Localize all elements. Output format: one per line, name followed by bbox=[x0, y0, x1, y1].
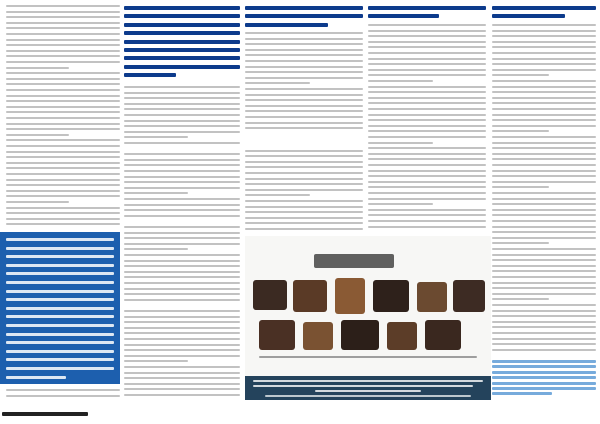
text-line bbox=[124, 394, 240, 396]
text-line bbox=[124, 377, 240, 379]
text-line bbox=[368, 226, 486, 228]
text-line bbox=[368, 170, 486, 172]
text-line bbox=[492, 125, 596, 127]
text-line bbox=[245, 116, 363, 118]
pull-quote-line bbox=[6, 324, 114, 327]
text-line bbox=[124, 187, 240, 189]
text-line bbox=[368, 136, 486, 138]
text-line bbox=[124, 192, 188, 194]
text-line bbox=[6, 55, 120, 57]
text-line bbox=[124, 366, 240, 368]
text-line bbox=[6, 195, 120, 197]
heading-line bbox=[492, 6, 596, 10]
text-line bbox=[124, 248, 188, 250]
text-line bbox=[368, 198, 486, 200]
text-line bbox=[6, 389, 120, 391]
ad-product-image bbox=[373, 280, 409, 312]
text-line bbox=[124, 260, 240, 262]
pull-quote-line bbox=[6, 376, 66, 379]
text-line bbox=[6, 179, 120, 181]
text-line bbox=[124, 131, 240, 133]
pull-quote-line bbox=[6, 315, 114, 318]
text-line bbox=[6, 156, 120, 158]
text-line bbox=[492, 220, 596, 222]
pull-quote-line bbox=[6, 358, 114, 361]
text-line bbox=[124, 204, 240, 206]
text-line bbox=[368, 80, 433, 82]
text-line bbox=[124, 215, 240, 217]
text-line bbox=[368, 86, 486, 88]
text-line bbox=[245, 77, 363, 79]
ad-product-image bbox=[387, 322, 417, 350]
ad-product-image bbox=[335, 278, 365, 314]
text-line bbox=[245, 194, 310, 196]
text-line bbox=[492, 175, 596, 177]
text-line bbox=[124, 383, 240, 385]
text-line bbox=[245, 228, 363, 230]
text-line bbox=[6, 61, 120, 63]
text-line bbox=[6, 50, 120, 52]
text-line bbox=[492, 63, 596, 65]
text-line bbox=[492, 119, 596, 121]
text-line bbox=[492, 153, 596, 155]
text-line bbox=[124, 226, 240, 228]
column-2 bbox=[124, 4, 240, 400]
text-line bbox=[368, 203, 433, 205]
heading-line bbox=[124, 48, 240, 52]
pull-quote-line bbox=[6, 290, 114, 293]
text-line bbox=[245, 161, 363, 163]
text-line bbox=[124, 176, 240, 178]
heading-line bbox=[245, 6, 363, 10]
text-line bbox=[492, 147, 596, 149]
text-line bbox=[492, 242, 549, 244]
text-line bbox=[6, 167, 120, 169]
ad-product-image bbox=[259, 320, 295, 350]
text-line bbox=[124, 321, 240, 323]
text-line bbox=[245, 71, 363, 73]
text-line bbox=[492, 35, 596, 37]
text-line bbox=[124, 92, 240, 94]
text-line bbox=[124, 170, 240, 172]
text-line bbox=[492, 108, 596, 110]
text-line bbox=[492, 209, 596, 211]
text-line bbox=[492, 231, 596, 233]
text-line bbox=[492, 52, 596, 54]
text-line bbox=[245, 54, 363, 56]
text-line bbox=[245, 82, 310, 84]
pull-quote-line bbox=[6, 264, 114, 267]
author-bio-line bbox=[492, 365, 596, 368]
text-line bbox=[492, 181, 596, 183]
ad-product-image bbox=[453, 280, 485, 312]
text-line bbox=[124, 120, 240, 122]
text-line bbox=[124, 243, 240, 245]
text-line bbox=[492, 265, 596, 267]
text-line bbox=[368, 119, 486, 121]
text-line bbox=[368, 220, 486, 222]
text-line bbox=[245, 66, 363, 68]
text-line bbox=[124, 338, 240, 340]
text-line bbox=[492, 315, 596, 317]
text-line bbox=[492, 158, 596, 160]
text-line bbox=[368, 46, 486, 48]
text-line bbox=[6, 162, 120, 164]
text-line bbox=[492, 326, 596, 328]
heading-line bbox=[124, 6, 240, 10]
text-line bbox=[492, 102, 596, 104]
pull-quote-line bbox=[6, 350, 114, 353]
text-line bbox=[368, 214, 486, 216]
text-line bbox=[492, 30, 596, 32]
page-footer bbox=[0, 405, 600, 424]
text-line bbox=[124, 344, 240, 346]
text-line bbox=[368, 147, 486, 149]
text-line bbox=[245, 172, 363, 174]
text-line bbox=[6, 123, 120, 125]
text-line bbox=[6, 89, 120, 91]
text-line bbox=[6, 151, 120, 153]
text-line bbox=[6, 95, 120, 97]
text-line bbox=[368, 142, 433, 144]
author-bio bbox=[492, 358, 596, 398]
text-line bbox=[492, 24, 596, 26]
text-line bbox=[492, 136, 596, 138]
text-line bbox=[124, 293, 240, 295]
text-line bbox=[124, 232, 240, 234]
ad-product-image bbox=[341, 320, 379, 350]
text-line bbox=[6, 218, 120, 220]
text-line bbox=[492, 332, 596, 334]
text-line bbox=[6, 117, 120, 119]
text-line bbox=[492, 192, 596, 194]
text-line bbox=[245, 32, 363, 34]
text-line bbox=[124, 349, 240, 351]
text-line bbox=[492, 248, 596, 250]
text-line bbox=[124, 265, 240, 267]
text-line bbox=[492, 203, 596, 205]
text-line bbox=[492, 276, 596, 278]
text-line bbox=[245, 166, 363, 168]
text-line bbox=[6, 207, 120, 209]
text-line bbox=[6, 67, 69, 69]
heading-line bbox=[492, 14, 565, 18]
text-line bbox=[245, 88, 363, 90]
text-line bbox=[6, 16, 120, 18]
heading-line bbox=[124, 56, 240, 60]
text-line bbox=[245, 206, 363, 208]
text-line bbox=[6, 72, 120, 74]
text-line bbox=[492, 74, 549, 76]
column-1 bbox=[6, 4, 120, 230]
text-line bbox=[368, 164, 486, 166]
text-line bbox=[6, 184, 120, 186]
text-line bbox=[6, 5, 120, 7]
text-line bbox=[492, 343, 596, 345]
ad-footer-band bbox=[245, 376, 491, 400]
text-line bbox=[245, 122, 363, 124]
text-line bbox=[6, 33, 120, 35]
text-line bbox=[368, 181, 486, 183]
text-line bbox=[245, 99, 363, 101]
text-line bbox=[6, 128, 120, 130]
text-line bbox=[492, 142, 596, 144]
text-line bbox=[492, 69, 596, 71]
text-line bbox=[124, 388, 240, 390]
text-line bbox=[124, 316, 240, 318]
heading-line bbox=[124, 31, 240, 35]
pull-quote-line bbox=[6, 307, 114, 310]
text-line bbox=[368, 175, 486, 177]
text-line bbox=[368, 52, 486, 54]
text-line bbox=[6, 134, 69, 136]
text-line bbox=[492, 270, 596, 272]
text-line bbox=[124, 209, 240, 211]
ad-product-image bbox=[425, 320, 461, 350]
advertisement bbox=[245, 236, 491, 376]
text-line bbox=[124, 159, 240, 161]
text-line bbox=[492, 293, 596, 295]
text-line bbox=[492, 86, 596, 88]
text-line bbox=[368, 114, 486, 116]
text-line bbox=[6, 145, 120, 147]
text-line bbox=[492, 41, 596, 43]
text-line bbox=[492, 114, 596, 116]
author-bio-line bbox=[492, 371, 596, 374]
text-line bbox=[492, 186, 549, 188]
text-line bbox=[492, 91, 596, 93]
text-line bbox=[368, 58, 486, 60]
pull-quote-line bbox=[6, 281, 114, 284]
text-line bbox=[368, 97, 486, 99]
author-bio-line bbox=[492, 360, 596, 363]
text-line bbox=[492, 80, 596, 82]
heading-line bbox=[124, 14, 240, 18]
text-line bbox=[245, 60, 363, 62]
text-line bbox=[368, 63, 486, 65]
text-line bbox=[492, 338, 596, 340]
text-line bbox=[6, 212, 120, 214]
text-line bbox=[492, 164, 596, 166]
text-line bbox=[124, 254, 240, 256]
text-line bbox=[245, 200, 363, 202]
text-line bbox=[124, 164, 240, 166]
text-line bbox=[124, 372, 240, 374]
text-line bbox=[368, 153, 486, 155]
text-line bbox=[492, 254, 596, 256]
text-line bbox=[124, 282, 240, 284]
text-line bbox=[6, 106, 120, 108]
heading-line bbox=[124, 65, 240, 69]
text-line bbox=[245, 105, 363, 107]
text-line bbox=[6, 173, 120, 175]
ad-logo bbox=[314, 254, 394, 268]
text-line bbox=[124, 299, 240, 301]
pull-quote bbox=[0, 232, 120, 384]
heading-line bbox=[124, 73, 176, 77]
text-line bbox=[245, 127, 363, 129]
text-line bbox=[6, 223, 120, 225]
text-line bbox=[492, 170, 596, 172]
text-line bbox=[492, 304, 596, 306]
text-line bbox=[368, 35, 486, 37]
text-line bbox=[6, 44, 120, 46]
folio bbox=[2, 412, 88, 416]
column-5 bbox=[492, 4, 596, 354]
text-line bbox=[6, 111, 120, 113]
text-line bbox=[124, 271, 240, 273]
text-line bbox=[368, 125, 486, 127]
ad-product-image bbox=[253, 280, 287, 310]
text-line bbox=[245, 222, 363, 224]
text-line bbox=[6, 11, 120, 13]
text-line bbox=[368, 30, 486, 32]
text-line bbox=[124, 288, 240, 290]
text-line bbox=[492, 214, 596, 216]
text-line bbox=[368, 130, 486, 132]
pull-quote-line bbox=[6, 341, 114, 344]
heading-line bbox=[245, 14, 363, 18]
author-bio-line bbox=[492, 376, 596, 379]
text-line bbox=[492, 282, 596, 284]
text-line bbox=[492, 259, 596, 261]
text-line bbox=[6, 83, 120, 85]
text-line bbox=[492, 310, 596, 312]
author-bio-line bbox=[492, 387, 596, 390]
text-line bbox=[124, 355, 240, 357]
column-4 bbox=[368, 4, 486, 232]
text-line bbox=[124, 360, 188, 362]
text-line bbox=[368, 69, 486, 71]
text-line bbox=[245, 94, 363, 96]
text-line bbox=[492, 226, 596, 228]
text-line bbox=[368, 41, 486, 43]
text-line bbox=[368, 74, 486, 76]
text-line bbox=[368, 158, 486, 160]
text-line bbox=[368, 192, 486, 194]
column-1-lower bbox=[6, 388, 120, 402]
pull-quote-line bbox=[6, 367, 114, 370]
ad-product-image bbox=[293, 280, 327, 312]
text-line bbox=[6, 39, 120, 41]
author-bio-line bbox=[492, 382, 596, 385]
pull-quote-line bbox=[6, 333, 114, 336]
pull-quote-line bbox=[6, 255, 114, 258]
pull-quote-line bbox=[6, 247, 114, 250]
text-line bbox=[492, 130, 549, 132]
heading-line bbox=[245, 23, 328, 27]
text-line bbox=[6, 22, 120, 24]
text-line bbox=[245, 38, 363, 40]
text-line bbox=[6, 139, 120, 141]
text-line bbox=[6, 100, 120, 102]
text-line bbox=[492, 46, 596, 48]
text-line bbox=[245, 49, 363, 51]
text-line bbox=[124, 125, 240, 127]
text-line bbox=[124, 108, 240, 110]
text-line bbox=[368, 108, 486, 110]
ad-product-image bbox=[303, 322, 333, 350]
heading-line bbox=[368, 14, 439, 18]
text-line bbox=[492, 58, 596, 60]
text-line bbox=[245, 43, 363, 45]
text-line bbox=[124, 114, 240, 116]
text-line bbox=[124, 276, 240, 278]
text-line bbox=[368, 186, 486, 188]
text-line bbox=[492, 287, 596, 289]
column-3 bbox=[245, 4, 363, 232]
text-line bbox=[124, 237, 240, 239]
ad-product-image bbox=[417, 282, 447, 312]
text-line bbox=[492, 198, 596, 200]
text-line bbox=[368, 24, 486, 26]
text-line bbox=[368, 102, 486, 104]
pull-quote-line bbox=[6, 272, 114, 275]
text-line bbox=[492, 321, 596, 323]
pull-quote-line bbox=[6, 238, 114, 241]
text-line bbox=[6, 190, 120, 192]
text-line bbox=[245, 211, 363, 213]
pull-quote-line bbox=[6, 298, 114, 301]
heading-line bbox=[368, 6, 486, 10]
text-line bbox=[245, 155, 363, 157]
text-line bbox=[124, 153, 240, 155]
text-line bbox=[124, 310, 240, 312]
text-line bbox=[492, 237, 596, 239]
author-bio-line bbox=[492, 392, 552, 395]
text-line bbox=[245, 189, 363, 191]
text-line bbox=[124, 136, 188, 138]
heading-line bbox=[124, 23, 240, 27]
text-line bbox=[124, 97, 240, 99]
text-line bbox=[6, 395, 120, 397]
text-line bbox=[6, 78, 120, 80]
text-line bbox=[245, 150, 363, 152]
text-line bbox=[492, 349, 596, 351]
text-line bbox=[124, 332, 240, 334]
text-line bbox=[492, 97, 596, 99]
text-line bbox=[6, 27, 120, 29]
text-line bbox=[124, 327, 240, 329]
text-line bbox=[245, 178, 363, 180]
text-line bbox=[124, 103, 240, 105]
text-line bbox=[368, 91, 486, 93]
text-line bbox=[124, 181, 240, 183]
text-line bbox=[492, 298, 549, 300]
text-line bbox=[245, 110, 363, 112]
heading-line bbox=[124, 40, 240, 44]
text-line bbox=[368, 209, 486, 211]
text-line bbox=[245, 183, 363, 185]
text-line bbox=[245, 217, 363, 219]
text-line bbox=[6, 201, 69, 203]
text-line bbox=[124, 86, 240, 88]
text-line bbox=[124, 198, 240, 200]
text-line bbox=[124, 142, 240, 144]
